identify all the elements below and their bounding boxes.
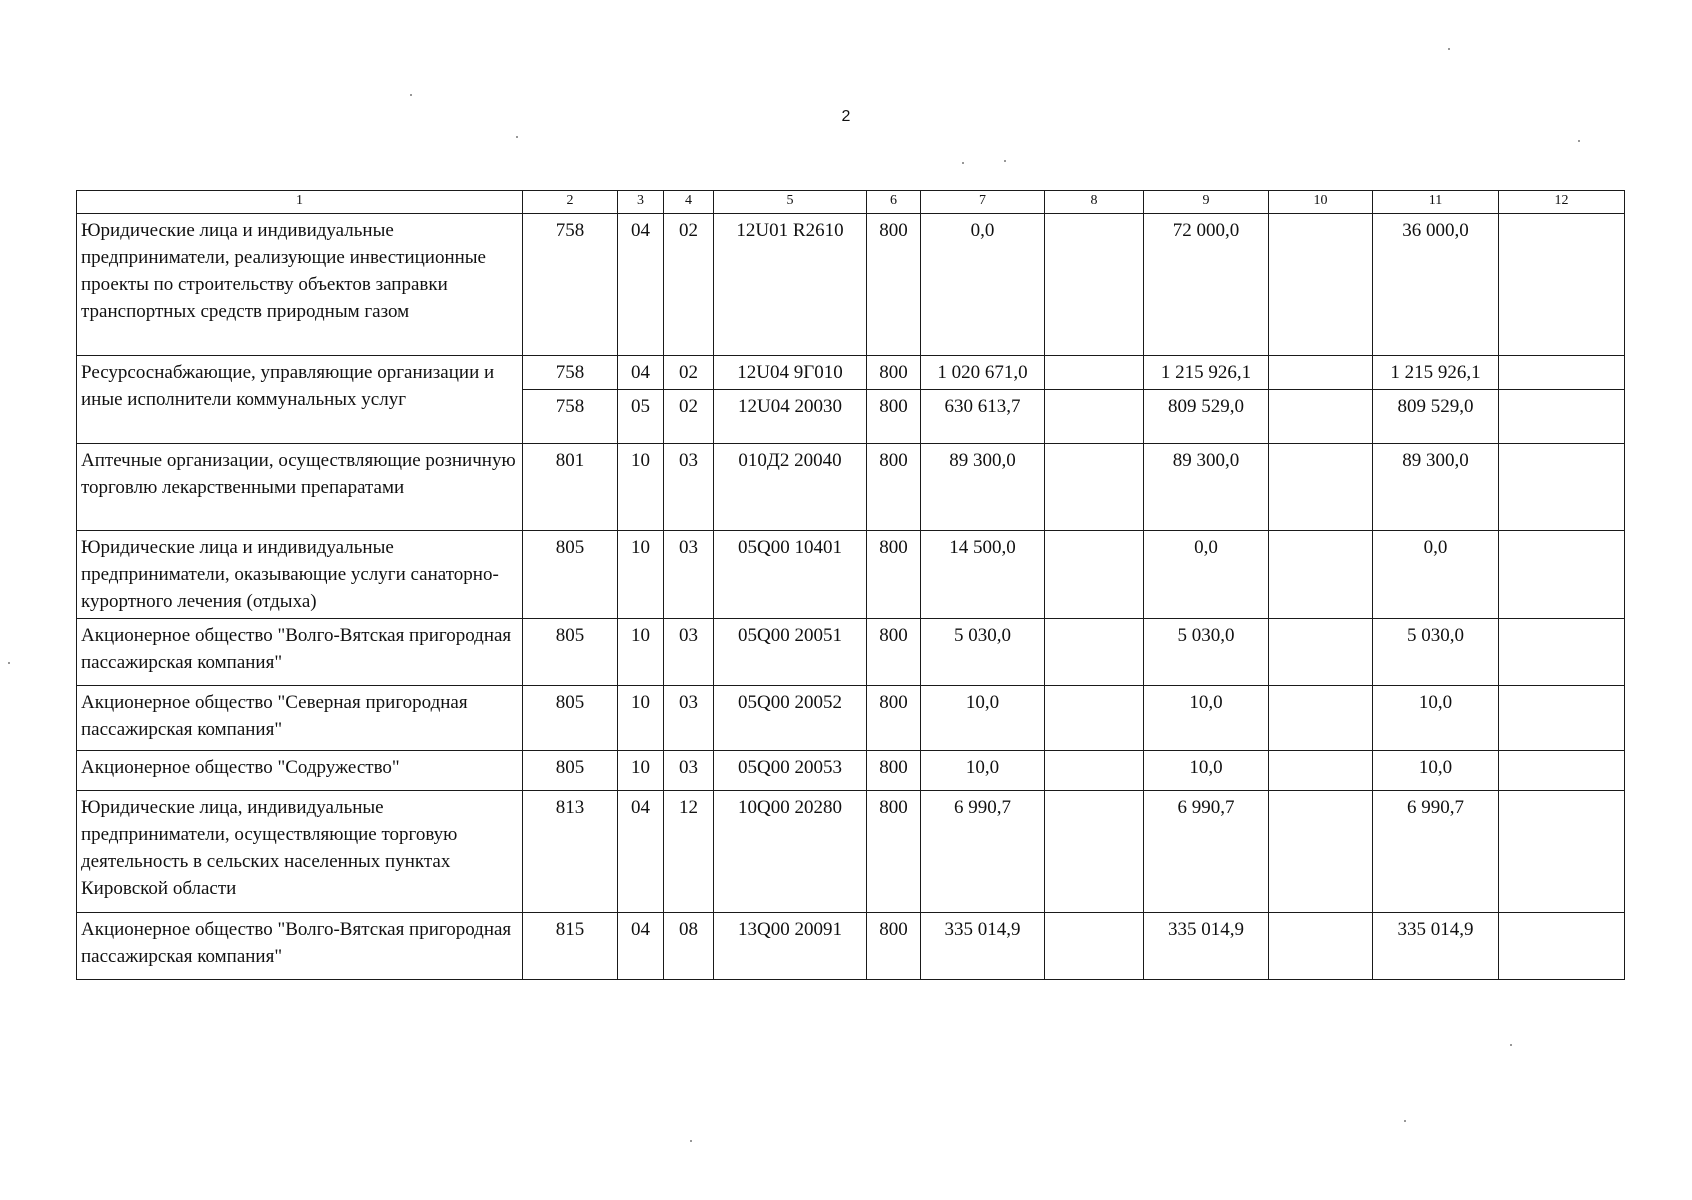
cell-col7: 10,0 [921,686,1045,751]
table-row [77,356,1625,390]
cell-expense-type: 800 [867,444,921,531]
column-header: 3 [618,191,664,214]
cell-col12 [1499,751,1625,791]
cell-section: 04 [618,791,664,913]
cell-ministry: 758 [523,214,618,356]
cell-expense-type: 800 [867,531,921,619]
cell-col9: 89 300,0 [1144,444,1269,531]
cell-target-article: 05Q00 20052 [714,686,867,751]
cell-subsection: 08 [664,913,714,980]
table-row [77,751,1625,791]
recipient-name: Акционерное общество "Содружество" [77,751,523,791]
cell-col10 [1269,531,1373,619]
cell-ministry: 805 [523,686,618,751]
cell-col7: 10,0 [921,751,1045,791]
cell-expense-type: 800 [867,751,921,791]
column-header: 4 [664,191,714,214]
cell-col9: 1 215 926,1 [1144,356,1269,390]
cell-ministry: 758 [523,390,618,444]
scan-speck [690,1140,692,1142]
cell-col9: 10,0 [1144,686,1269,751]
cell-col10 [1269,913,1373,980]
scan-speck [962,162,964,164]
cell-col11: 10,0 [1373,751,1499,791]
cell-subsection: 03 [664,531,714,619]
cell-subsection: 03 [664,751,714,791]
cell-col10 [1269,791,1373,913]
cell-col11: 10,0 [1373,686,1499,751]
cell-expense-type: 800 [867,791,921,913]
cell-col7: 630 613,7 [921,390,1045,444]
cell-col10 [1269,619,1373,686]
cell-section: 10 [618,686,664,751]
cell-section: 04 [618,356,664,390]
table-row [77,531,1625,619]
cell-subsection: 02 [664,214,714,356]
cell-col9: 72 000,0 [1144,214,1269,356]
cell-col11: 335 014,9 [1373,913,1499,980]
recipient-name: Акционерное общество "Северная пригородная пассажирская компания" [77,686,523,751]
cell-col10 [1269,444,1373,531]
cell-col10 [1269,214,1373,356]
cell-col8 [1045,390,1144,444]
page-number: 2 [841,108,851,125]
cell-section: 10 [618,619,664,686]
cell-col7: 89 300,0 [921,444,1045,531]
column-header: 8 [1045,191,1144,214]
column-header: 5 [714,191,867,214]
cell-col8 [1045,356,1144,390]
cell-col12 [1499,356,1625,390]
scan-speck [1448,48,1450,50]
cell-subsection: 02 [664,356,714,390]
cell-col8 [1045,531,1144,619]
scan-speck [1510,1044,1512,1046]
recipient-name: Аптечные организации, осуществляющие розничную торговлю лекарственными препаратами [77,444,523,531]
cell-target-article: 10Q00 20280 [714,791,867,913]
cell-target-article: 010Д2 20040 [714,444,867,531]
table-row [77,686,1625,751]
cell-col11: 5 030,0 [1373,619,1499,686]
cell-ministry: 815 [523,913,618,980]
cell-col11: 36 000,0 [1373,214,1499,356]
table-row [77,913,1625,980]
cell-col12 [1499,619,1625,686]
recipient-name: Акционерное общество "Волго-Вятская пригородная пассажирская компания" [77,619,523,686]
cell-col12 [1499,686,1625,751]
cell-expense-type: 800 [867,356,921,390]
cell-col8 [1045,214,1144,356]
cell-expense-type: 800 [867,390,921,444]
recipient-name: Юридические лица, индивидуальные предприниматели, осуществляющие торговую деятельность в сельских населенных пунктах Кировской области [77,791,523,913]
column-header: 7 [921,191,1045,214]
cell-subsection: 12 [664,791,714,913]
cell-target-article: 05Q00 10401 [714,531,867,619]
scan-speck [8,662,10,664]
cell-col7: 5 030,0 [921,619,1045,686]
cell-expense-type: 800 [867,913,921,980]
cell-col10 [1269,686,1373,751]
cell-col12 [1499,531,1625,619]
cell-col7: 14 500,0 [921,531,1045,619]
cell-col12 [1499,390,1625,444]
cell-col8 [1045,751,1144,791]
cell-subsection: 03 [664,619,714,686]
cell-col9: 10,0 [1144,751,1269,791]
cell-expense-type: 800 [867,619,921,686]
cell-col8 [1045,791,1144,913]
cell-col10 [1269,356,1373,390]
cell-col9: 335 014,9 [1144,913,1269,980]
cell-col12 [1499,913,1625,980]
cell-col9: 5 030,0 [1144,619,1269,686]
cell-target-article: 05Q00 20051 [714,619,867,686]
scan-speck [410,94,412,96]
recipient-name: Юридические лица и индивидуальные предприниматели, реализующие инвестиционные проекты по строительству объектов заправки транспортных средств природным газом [77,214,523,356]
budget-table [76,190,1625,980]
recipient-name: Юридические лица и индивидуальные предприниматели, оказывающие услуги санаторно-курортного лечения (отдыха) [77,531,523,619]
scan-speck [516,136,518,138]
cell-section: 10 [618,531,664,619]
cell-ministry: 801 [523,444,618,531]
cell-subsection: 02 [664,390,714,444]
cell-expense-type: 800 [867,214,921,356]
cell-section: 10 [618,444,664,531]
cell-ministry: 805 [523,531,618,619]
cell-expense-type: 800 [867,686,921,751]
table-row [77,214,1625,356]
cell-col9: 0,0 [1144,531,1269,619]
cell-col10 [1269,751,1373,791]
cell-col7: 1 020 671,0 [921,356,1045,390]
cell-subsection: 03 [664,444,714,531]
cell-subsection: 03 [664,686,714,751]
column-header: 6 [867,191,921,214]
cell-col11: 89 300,0 [1373,444,1499,531]
header-row [77,191,1625,214]
cell-target-article: 12U04 9Г010 [714,356,867,390]
table-row [77,619,1625,686]
cell-col11: 809 529,0 [1373,390,1499,444]
recipient-name: Акционерное общество "Волго-Вятская пригородная пассажирская компания" [77,913,523,980]
column-header: 10 [1269,191,1373,214]
cell-section: 04 [618,913,664,980]
cell-target-article: 05Q00 20053 [714,751,867,791]
cell-target-article: 12U04 20030 [714,390,867,444]
table-row [77,791,1625,913]
cell-col8 [1045,686,1144,751]
cell-target-article: 12U01 R2610 [714,214,867,356]
table-row [77,444,1625,531]
cell-col11: 0,0 [1373,531,1499,619]
recipient-name: Ресурсоснабжающие, управляющие организации и иные исполнители коммунальных услуг [77,356,523,444]
column-header: 1 [77,191,523,214]
cell-col7: 335 014,9 [921,913,1045,980]
cell-target-article: 13Q00 20091 [714,913,867,980]
column-header: 12 [1499,191,1625,214]
cell-col8 [1045,619,1144,686]
cell-col10 [1269,390,1373,444]
cell-ministry: 805 [523,751,618,791]
cell-col9: 6 990,7 [1144,791,1269,913]
cell-col12 [1499,214,1625,356]
cell-col7: 6 990,7 [921,791,1045,913]
scan-speck [1404,1120,1406,1122]
cell-col7: 0,0 [921,214,1045,356]
column-header: 2 [523,191,618,214]
cell-col11: 1 215 926,1 [1373,356,1499,390]
cell-col12 [1499,791,1625,913]
cell-section: 10 [618,751,664,791]
scan-speck [1578,140,1580,142]
cell-ministry: 813 [523,791,618,913]
column-header: 11 [1373,191,1499,214]
cell-col9: 809 529,0 [1144,390,1269,444]
cell-col8 [1045,444,1144,531]
cell-col8 [1045,913,1144,980]
cell-section: 05 [618,390,664,444]
cell-ministry: 758 [523,356,618,390]
column-header: 9 [1144,191,1269,214]
scan-speck [1004,160,1006,162]
cell-col12 [1499,444,1625,531]
cell-ministry: 805 [523,619,618,686]
cell-col11: 6 990,7 [1373,791,1499,913]
cell-section: 04 [618,214,664,356]
